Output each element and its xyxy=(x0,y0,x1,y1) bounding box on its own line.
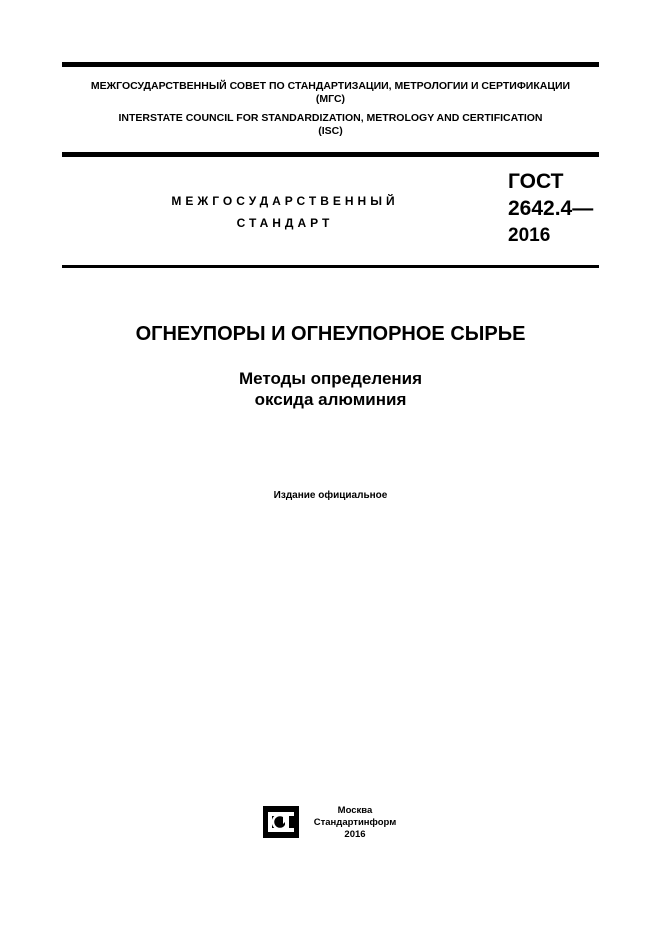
council-ru-name: МЕЖГОСУДАРСТВЕННЫЙ СОВЕТ ПО СТАНДАРТИЗАЦИИ, МЕТРОЛОГИИ И СЕРТИФИКАЦИИ xyxy=(90,80,571,92)
council-russian xyxy=(62,80,599,106)
gost-designation xyxy=(508,168,593,249)
gost-prefix: ГОСТ xyxy=(508,170,564,193)
standartinform-logo-icon xyxy=(263,806,299,838)
edition-label: Издание официальное xyxy=(273,490,388,501)
council-en-name: INTERSTATE COUNCIL FOR STANDARDIZATION, METROLOGY AND CERTIFICATION xyxy=(118,112,543,124)
standard-label xyxy=(150,190,420,234)
council-ru-abbr: (МГС) xyxy=(315,93,346,105)
publisher-year: 2016 xyxy=(344,829,366,840)
standard-label-line1: МЕЖГОСУДАРСТВЕННЫЙ xyxy=(171,194,399,208)
standard-label-line2: СТАНДАРТ xyxy=(236,216,334,230)
publisher-block xyxy=(305,805,405,841)
publisher-city: Москва xyxy=(337,805,373,816)
document-subtitle xyxy=(0,368,661,410)
council-english xyxy=(62,112,599,138)
middle-rule xyxy=(62,152,599,157)
council-en-abbr: (ISC) xyxy=(318,125,343,137)
document-title: ОГНЕУПОРЫ И ОГНЕУПОРНОЕ СЫРЬЕ xyxy=(135,323,526,345)
publisher-name: Стандартинформ xyxy=(313,817,397,828)
bottom-rule xyxy=(62,265,599,268)
gost-number: 2642.4— xyxy=(508,197,594,220)
subtitle-line2: оксида алюминия xyxy=(254,390,407,409)
top-rule xyxy=(62,62,599,67)
subtitle-line1: Методы определения xyxy=(238,369,423,388)
gost-year: 2016 xyxy=(508,225,551,246)
